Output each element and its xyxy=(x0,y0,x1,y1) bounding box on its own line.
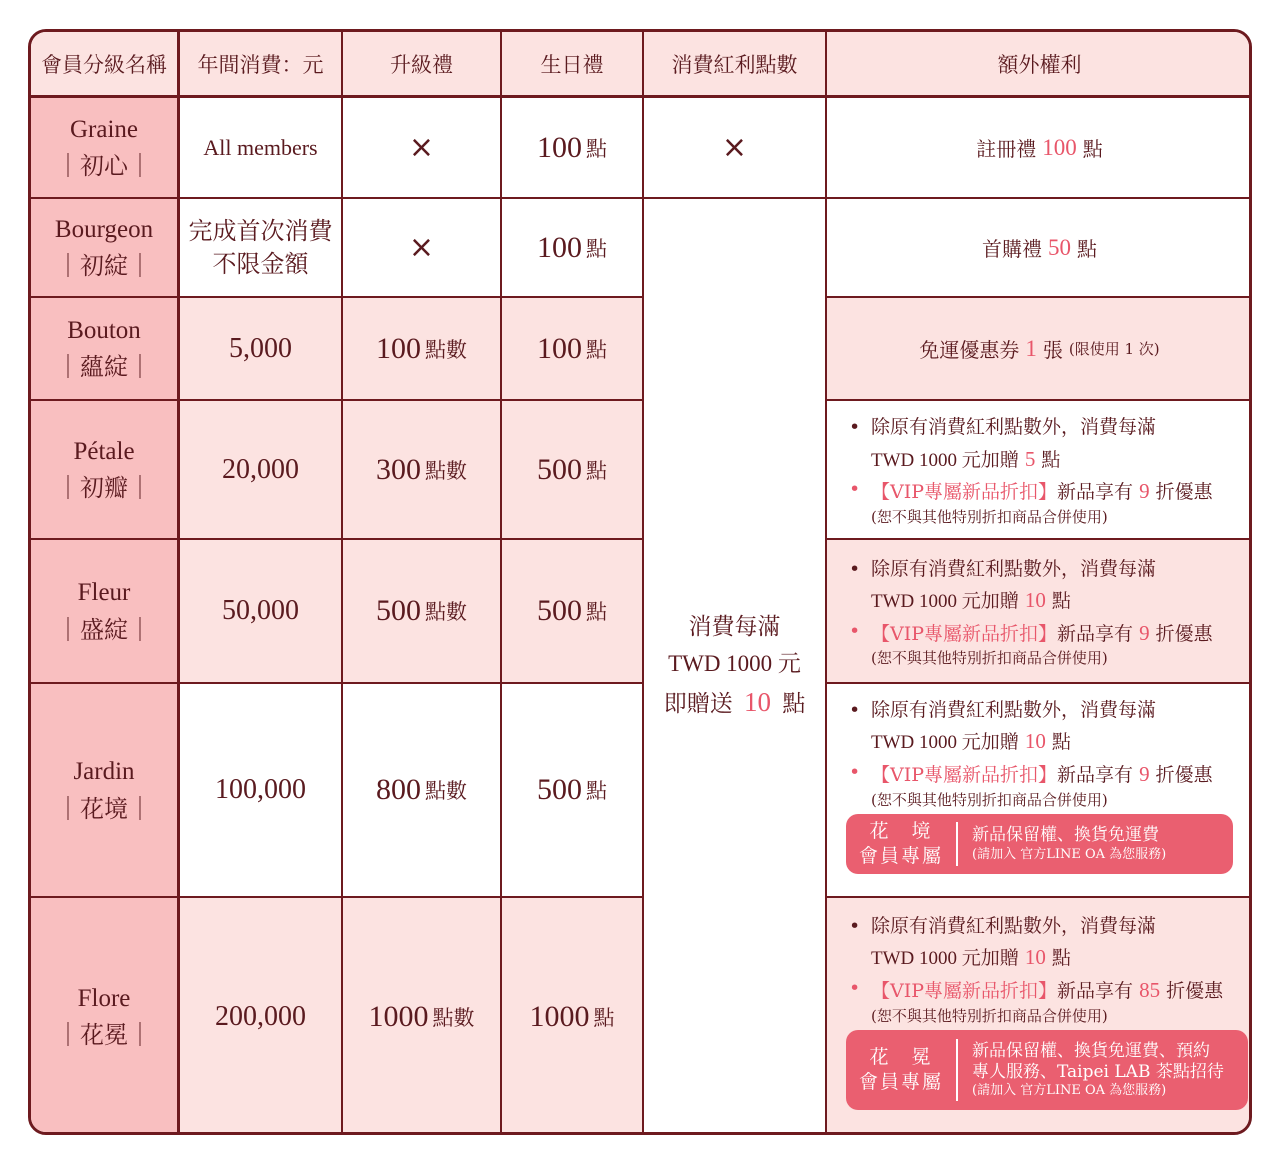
birthday-gift-cell xyxy=(502,298,642,399)
bonus-number: 10 xyxy=(1024,945,1046,970)
birthday-points-value: 100 xyxy=(537,230,582,264)
annual-spend-value: 20,000 xyxy=(222,453,299,485)
badge-desc-line3: (請加入 官方LINE OA 為您服務) xyxy=(972,1083,1167,1099)
badge-desc-line2: (請加入 官方LINE OA 為您服務) xyxy=(972,846,1167,862)
birthday-points-value: 500 xyxy=(537,773,582,806)
benefit-line1: 除原有消費紅利點數外，消費每滿 xyxy=(871,557,1157,580)
benefit-line2-prefix: TWD 1000 元加贈 xyxy=(871,732,1019,754)
vip-suffix: 折優惠 xyxy=(1155,481,1213,504)
annual-spend-line2: 不限金額 xyxy=(212,249,309,278)
extra-label: 首購禮 xyxy=(982,237,1042,261)
badge-title-line1: 花 冕 xyxy=(869,1046,933,1069)
bullet: • xyxy=(849,760,861,783)
vip-discount-item xyxy=(849,758,1213,791)
bullet: • xyxy=(849,976,861,999)
upgrade-points-value: 300 xyxy=(376,452,421,486)
annual-spend-cell xyxy=(180,98,341,197)
benefit-line1: 除原有消費紅利點數外，消費每滿 xyxy=(871,699,1157,721)
tier-en-name: Flore xyxy=(77,984,131,1012)
discount-number: 9 xyxy=(1139,761,1150,786)
tier-bourgeon xyxy=(31,199,177,296)
birthday-points-unit: 點 xyxy=(586,337,607,362)
vip-discount-item xyxy=(849,617,1213,650)
upgrade-gift-cell xyxy=(343,98,500,197)
upgrade-gift-cell xyxy=(343,199,500,296)
points-rule-line1: 消費每滿 xyxy=(688,614,781,641)
birthday-points-unit: 點 xyxy=(586,458,607,483)
bonus-benefit-line2 xyxy=(849,443,1060,476)
tier-zh-name: ｜蘊綻｜ xyxy=(56,353,152,382)
tier-zh-name: ｜初心｜ xyxy=(56,152,152,181)
annual-spend-cell xyxy=(180,898,341,1135)
discount-number: 9 xyxy=(1139,479,1150,504)
annual-spend-line1: 完成首次消費 xyxy=(188,217,333,246)
discount-note: (恕不與其他特別折扣商品合併使用) xyxy=(871,507,1108,526)
flore-exclusive-badge xyxy=(846,1030,1248,1110)
extra-benefit-cell xyxy=(827,401,1252,538)
tier-petale xyxy=(31,401,177,538)
header-birthday-gift-label: 生日禮 xyxy=(540,53,604,77)
extra-label: 註冊禮 xyxy=(976,137,1037,161)
grid-line xyxy=(31,95,1252,98)
grid-line xyxy=(31,197,1252,199)
tier-zh-name: ｜花境｜ xyxy=(56,794,152,823)
upgrade-points-value: 500 xyxy=(376,594,421,627)
benefit-line2-prefix: TWD 1000 元加贈 xyxy=(871,591,1019,613)
bonus-benefit-line2 xyxy=(849,725,1071,758)
badge-desc-line1: 新品保留權、換貨免運費 xyxy=(972,825,1159,846)
annual-spend-value: 200,000 xyxy=(215,1000,306,1032)
upgrade-points-unit: 點數 xyxy=(432,1005,475,1030)
vip-discount-item xyxy=(849,475,1213,508)
extra-unit: 點 xyxy=(1082,137,1103,161)
benefit-line1: 除原有消費紅利點數外，消費每滿 xyxy=(871,416,1157,439)
extra-number: 50 xyxy=(1048,234,1071,260)
vip-mid: 新品享有 xyxy=(1057,622,1134,645)
birthday-points-unit: 點 xyxy=(586,236,607,261)
bonus-number: 10 xyxy=(1024,588,1046,613)
tier-graine xyxy=(31,98,177,197)
birthday-points-value: 1000 xyxy=(529,999,590,1033)
extra-note: (限使用 1 次) xyxy=(1068,340,1160,358)
header-annual-spend-label: 年間消費：元 xyxy=(197,53,324,77)
badge-title xyxy=(846,819,956,868)
discount-note: (恕不與其他特別折扣商品合併使用) xyxy=(871,1006,1108,1025)
benefit-line2-unit: 點 xyxy=(1051,731,1071,754)
bullet: • xyxy=(849,416,861,439)
grid-line xyxy=(31,538,642,540)
extra-unit: 張 xyxy=(1042,338,1063,362)
upgrade-none-icon: × xyxy=(408,130,435,165)
annual-spend-value: 50,000 xyxy=(222,595,299,626)
upgrade-points-value: 1000 xyxy=(368,999,429,1033)
header-upgrade-gift-label: 升級禮 xyxy=(390,53,453,77)
birthday-points-value: 500 xyxy=(537,594,582,627)
upgrade-none-icon: × xyxy=(408,230,435,265)
vip-suffix: 折優惠 xyxy=(1155,622,1213,645)
upgrade-gift-cell xyxy=(343,298,500,399)
birthday-points-value: 100 xyxy=(537,331,582,365)
badge-title xyxy=(846,1045,956,1094)
upgrade-gift-cell xyxy=(343,684,500,896)
vip-mid: 新品享有 xyxy=(1057,763,1134,786)
upgrade-points-unit: 點數 xyxy=(425,458,467,483)
tier-zh-name: ｜初綻｜ xyxy=(56,252,152,281)
grid-line xyxy=(31,399,642,401)
benefit-line2-unit: 點 xyxy=(1051,947,1071,970)
upgrade-points-value: 800 xyxy=(376,773,421,806)
grid-line xyxy=(31,896,642,898)
bonus-benefit-item xyxy=(849,912,1156,941)
tier-bouton xyxy=(31,298,177,399)
tier-flore xyxy=(31,898,177,1135)
discount-note: (恕不與其他特別折扣商品合併使用) xyxy=(871,790,1108,809)
points-rule-prefix: 即贈送 xyxy=(663,690,733,717)
tier-zh-name: ｜盛綻｜ xyxy=(56,615,152,644)
tier-fleur xyxy=(31,540,177,682)
points-rule-line3 xyxy=(664,682,806,724)
bullet: • xyxy=(849,699,861,721)
header-bonus-points xyxy=(644,32,825,96)
points-rule-unit: 點 xyxy=(782,690,806,717)
header-tier-name-label: 會員分級名稱 xyxy=(41,53,167,77)
birthday-gift-cell xyxy=(502,684,642,896)
bullet: • xyxy=(849,619,861,642)
upgrade-points-unit: 點數 xyxy=(425,779,467,803)
vip-suffix: 折優惠 xyxy=(1155,763,1213,786)
tier-en-name: Graine xyxy=(69,115,139,143)
annual-spend-cell xyxy=(180,684,341,896)
bullet: • xyxy=(849,478,861,501)
tier-en-name: Jardin xyxy=(73,758,135,786)
grid-line xyxy=(825,896,1252,898)
tier-en-name: Bouton xyxy=(67,316,141,344)
header-annual-spend xyxy=(180,32,341,96)
header-extra-benefits xyxy=(827,32,1252,96)
extra-unit: 點 xyxy=(1077,237,1097,261)
tier-en-name: Pétale xyxy=(73,437,135,465)
vip-suffix: 折優惠 xyxy=(1166,979,1224,1002)
upgrade-points-unit: 點數 xyxy=(425,337,467,362)
annual-spend-cell xyxy=(180,199,341,296)
badge-description xyxy=(972,825,1166,863)
bonus-benefit-item xyxy=(849,696,1156,725)
grid-line xyxy=(825,682,1252,684)
bonus-number: 5 xyxy=(1024,446,1036,471)
annual-spend-cell xyxy=(180,298,341,399)
birthday-gift-cell xyxy=(502,540,642,682)
header-bonus-points-label: 消費紅利點數 xyxy=(671,53,798,77)
birthday-gift-cell xyxy=(502,898,642,1135)
badge-divider xyxy=(956,822,958,866)
badge-desc-line1: 新品保留權、換貨免運費、預約 xyxy=(972,1040,1210,1061)
vip-label: 【VIP專屬新品折扣】 xyxy=(871,979,1058,1002)
benefit-line1: 除原有消費紅利點數外，消費每滿 xyxy=(871,915,1157,937)
discount-number: 85 xyxy=(1139,977,1161,1002)
badge-divider xyxy=(956,1039,958,1101)
badge-title-line1: 花 境 xyxy=(869,820,933,843)
grid-line xyxy=(31,682,642,684)
grid-line xyxy=(825,296,1252,298)
upgrade-gift-cell xyxy=(343,898,500,1135)
annual-spend-cell xyxy=(180,401,341,538)
birthday-points-unit: 點 xyxy=(586,779,607,803)
vip-label: 【VIP專屬新品折扣】 xyxy=(871,622,1058,645)
bonus-points-rule-cell xyxy=(644,199,825,1135)
tier-en-name: Fleur xyxy=(77,579,131,607)
badge-title-line2: 會員專屬 xyxy=(858,1071,943,1093)
header-extra-benefits-label: 額外權利 xyxy=(997,53,1082,77)
annual-spend-value: 5,000 xyxy=(229,332,292,364)
extra-number: 1 xyxy=(1025,335,1037,361)
badge-desc-line2: 專人服務、Taipei LAB 茶點招待 xyxy=(972,1061,1224,1082)
bonus-benefit-item xyxy=(849,413,1156,442)
vip-label: 【VIP專屬新品折扣】 xyxy=(871,481,1058,504)
badge-description xyxy=(972,1041,1224,1100)
vip-discount-item xyxy=(849,974,1223,1007)
vip-label: 【VIP專屬新品折扣】 xyxy=(871,763,1058,786)
upgrade-gift-cell xyxy=(343,540,500,682)
grid-line xyxy=(825,399,1252,401)
birthday-gift-cell xyxy=(502,401,642,538)
birthday-points-unit: 點 xyxy=(586,600,607,624)
tier-zh-name: ｜花冕｜ xyxy=(56,1021,152,1050)
benefit-line2-prefix: TWD 1000 元加贈 xyxy=(871,449,1019,471)
points-rule-line2: TWD 1000 元 xyxy=(668,651,801,677)
extra-number: 100 xyxy=(1042,134,1077,160)
badge-title-line2: 會員專屬 xyxy=(858,845,943,867)
upgrade-points-unit: 點數 xyxy=(425,600,467,624)
extra-benefit-cell xyxy=(827,298,1252,399)
bullet: • xyxy=(849,915,861,937)
upgrade-gift-cell xyxy=(343,401,500,538)
birthday-points-value: 500 xyxy=(537,452,582,486)
bonus-benefit-line2 xyxy=(849,584,1071,617)
vip-mid: 新品享有 xyxy=(1057,979,1134,1002)
bonus-benefit-item xyxy=(849,555,1156,584)
extra-benefit-cell xyxy=(827,199,1252,296)
tier-zh-name: ｜初瓣｜ xyxy=(56,474,152,503)
bonus-none-icon: × xyxy=(721,130,748,165)
bonus-points-cell xyxy=(644,98,825,197)
jardin-exclusive-badge xyxy=(846,814,1233,874)
birthday-points-unit: 點 xyxy=(593,1005,615,1030)
annual-spend-cell xyxy=(180,540,341,682)
membership-tier-table xyxy=(28,29,1252,1135)
birthday-gift-cell xyxy=(502,199,642,296)
grid-line xyxy=(825,538,1252,540)
vip-mid: 新品享有 xyxy=(1057,481,1134,504)
benefit-line2-unit: 點 xyxy=(1041,448,1061,471)
bonus-number: 10 xyxy=(1024,729,1046,754)
header-upgrade-gift xyxy=(343,32,500,96)
discount-number: 9 xyxy=(1139,620,1150,645)
extra-benefit-cell xyxy=(827,540,1252,682)
points-rule-number: 10 xyxy=(744,686,771,717)
annual-spend-value: All members xyxy=(203,134,318,160)
bonus-benefit-line2 xyxy=(849,941,1071,974)
grid-line xyxy=(31,296,642,298)
benefit-line2-unit: 點 xyxy=(1051,590,1071,613)
birthday-points-value: 100 xyxy=(537,130,582,164)
birthday-gift-cell xyxy=(502,98,642,197)
tier-en-name: Bourgeon xyxy=(54,215,154,243)
benefit-line2-prefix: TWD 1000 元加贈 xyxy=(871,948,1019,970)
bullet: • xyxy=(849,557,861,580)
header-birthday-gift xyxy=(502,32,642,96)
discount-note: (恕不與其他特別折扣商品合併使用) xyxy=(871,649,1108,668)
extra-label: 免運優惠券 xyxy=(919,338,1020,362)
tier-jardin xyxy=(31,684,177,896)
annual-spend-value: 100,000 xyxy=(215,774,306,805)
upgrade-points-value: 100 xyxy=(376,331,421,365)
header-tier-name xyxy=(31,32,177,96)
birthday-points-unit: 點 xyxy=(586,136,607,161)
extra-benefit-cell xyxy=(827,98,1252,197)
